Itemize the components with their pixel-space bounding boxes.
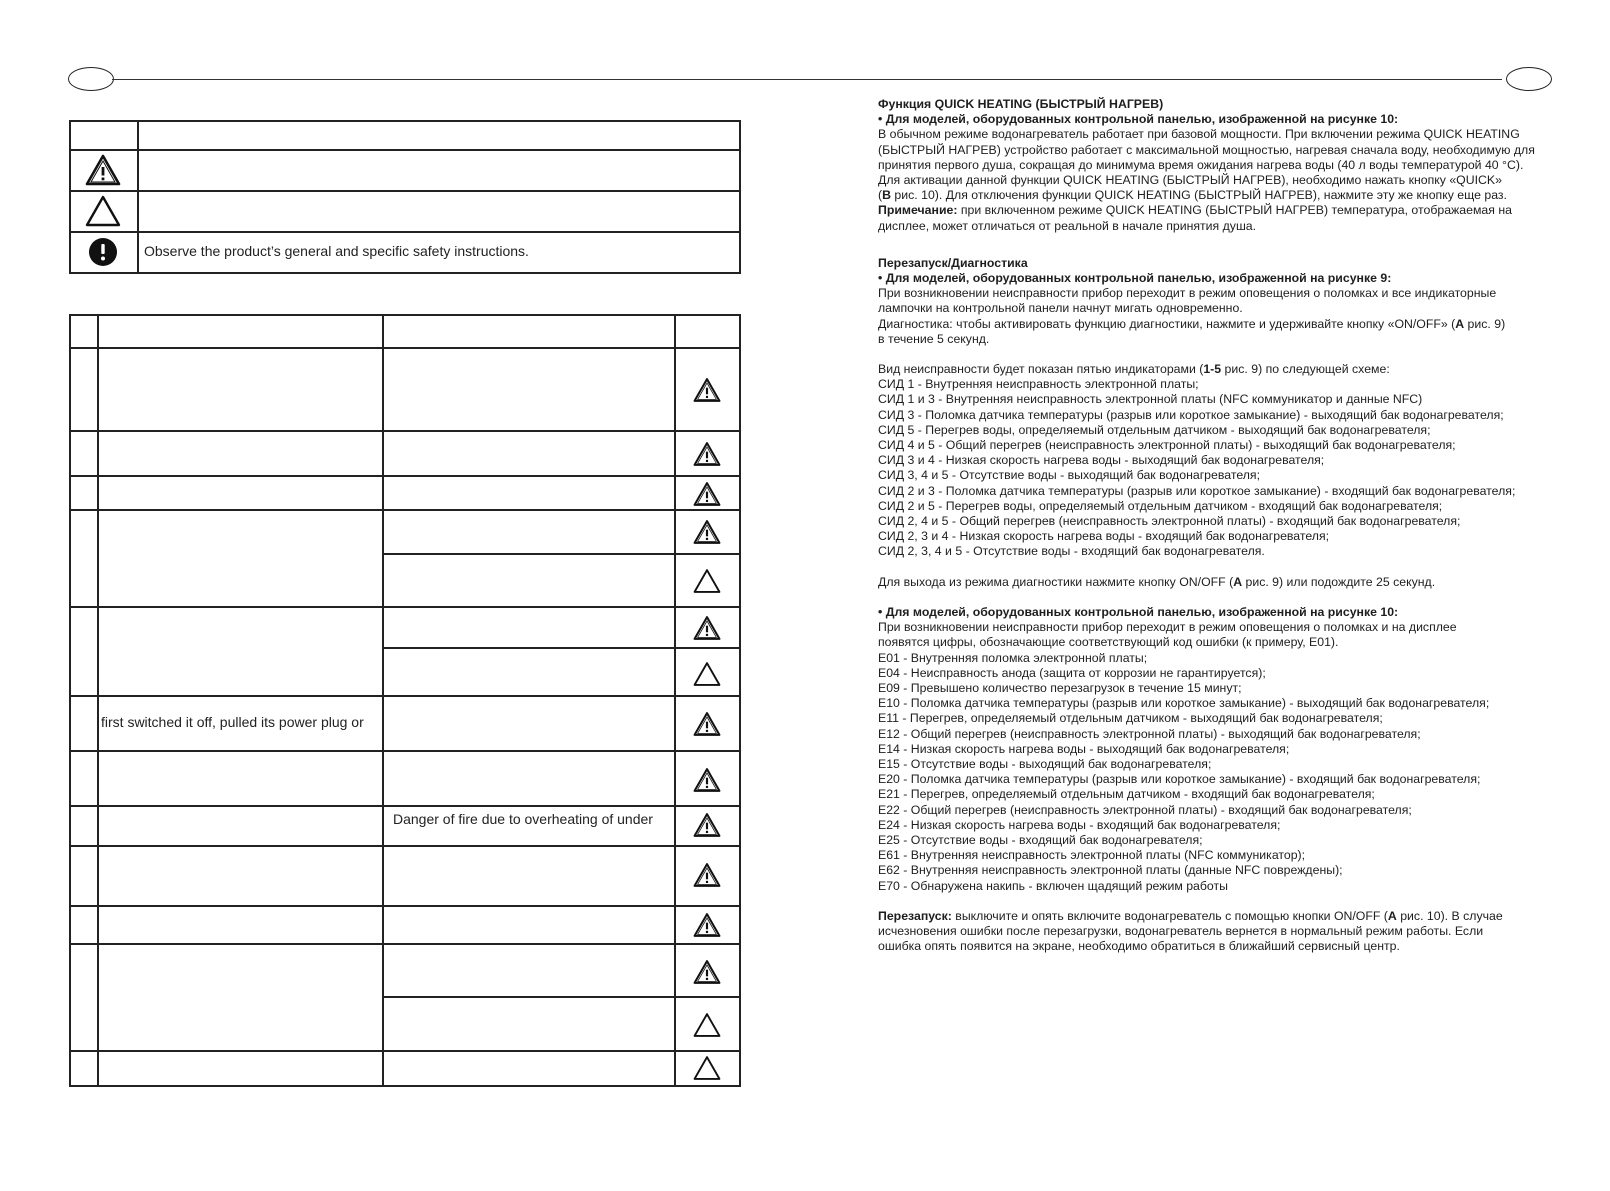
paragraph-line: Диагностика: чтобы активировать функцию диагностики, нажмите и удерживайте кнопку «ON/OFF» (A рис. 9) — [878, 316, 1506, 331]
error-code-item: E62 - Внутренняя неисправность электронной платы (данные NFC повреждены); — [878, 863, 1343, 878]
safety-instructions-text: Observe the product’s general and specific safety instructions. — [144, 243, 529, 259]
error-code-item: E70 - Обнаружена накипь - включен щадящий режим работы — [878, 878, 1228, 893]
danger-warning-icon — [692, 480, 722, 508]
error-code-item: E25 - Отсутствие воды - входящий бак водонагревателя; — [878, 832, 1203, 847]
quick-heating-subtitle: • Для моделей, оборудованных контрольной панелью, изображенной на рисунке 10: — [878, 112, 1399, 127]
danger-warning-icon — [692, 861, 722, 889]
paragraph-line: дисплее, может отличаться от реальной в начале принятия душа. — [878, 218, 1257, 233]
paragraph-line: Для активации данной функции QUICK HEATING (БЫСТРЫЙ НАГРЕВ), необходимо нажать кнопку «QUICK» — [878, 173, 1502, 188]
error-code-item: E09 - Превышено количество перезагрузок в течение 15 минут; — [878, 680, 1242, 695]
error-code-item: E15 - Отсутствие воды - выходящий бак водонагревателя; — [878, 756, 1212, 771]
exit-diagnostics-line: Для выхода из режима диагностики нажмите кнопку ON/OFF (A рис. 9) или подождите 25 секунд. — [878, 574, 1436, 589]
paragraph-line: ошибка опять появится на экране, необходимо обратиться в ближайший сервисный центр. — [878, 939, 1400, 954]
danger-warning-icon — [692, 958, 722, 986]
led-code-item: СИД 3, 4 и 5 - Отсутствие воды - выходящий бак водонагревателя; — [878, 468, 1260, 483]
led-code-item: СИД 1 и 3 - Внутренняя неисправность электронной платы (NFC коммуникатор и данные NFC) — [878, 392, 1423, 407]
paragraph-line: При возникновении неисправности прибор переходит в режим оповещения о поломках и все индикаторные — [878, 286, 1497, 301]
right-column-text — [878, 97, 1578, 954]
danger-warning-icon — [84, 153, 122, 187]
led-code-item: СИД 2 и 3 - Поломка датчика температуры (разрыв или короткое замыкание) - входящий бак водонагревателя; — [878, 483, 1516, 498]
led-code-item: СИД 2 и 5 - Перегрев воды, определяемый отдельным датчиком - входящий бак водонагревателя; — [878, 498, 1443, 513]
caution-icon — [692, 660, 722, 688]
error-code-item: E12 - Общий перегрев (неисправность электронной платы) - выходящий бак водонагревателя; — [878, 726, 1421, 741]
danger-warning-icon — [692, 376, 722, 404]
paragraph-line: При возникновении неисправности прибор переходит в режим оповещения о поломках и на дисплее — [878, 620, 1457, 635]
paragraph-line: принятия первого душа, сокращая до минимума время ожидания нагрева воды (40 л воды температурой 40 °C). — [878, 157, 1524, 172]
caution-icon — [84, 194, 122, 228]
error-code-item: E61 - Внутренняя неисправность электронной платы (NFC коммуникатор); — [878, 848, 1306, 863]
diagnostics-title: Перезапуск/Диагностика — [878, 255, 1028, 270]
led-code-item: СИД 2, 3, 4 и 5 - Отсутствие воды - входящий бак водонагревателя. — [878, 544, 1265, 559]
header-rule — [112, 79, 1502, 80]
danger-warning-icon — [692, 811, 722, 839]
error-code-item: E10 - Поломка датчика температуры (разрыв или короткое замыкание) - выходящий бак водонагревателя; — [878, 696, 1490, 711]
led-code-item: СИД 3 - Поломка датчика температуры (разрыв или короткое замыкание) - выходящий бак водонагревателя; — [878, 407, 1504, 422]
paragraph-line: лампочки на контрольной панели начнут мигать одновременно. — [878, 301, 1243, 316]
panel10-subtitle: • Для моделей, оборудованных контрольной панелью, изображенной на рисунке 10: — [878, 604, 1399, 619]
danger-warning-icon — [692, 710, 722, 738]
led-code-item: СИД 1 - Внутренняя неисправность электронной платы; — [878, 377, 1199, 392]
error-code-item: E04 - Неисправность анода (защита от коррозии не гарантируется); — [878, 665, 1266, 680]
page-number-oval-left — [68, 67, 114, 91]
danger-warning-icon — [692, 766, 722, 794]
paragraph-line: (БЫСТРЫЙ НАГРЕВ) устройство работает с максимальной мощностью, нагревая сначала воду, необходимую для — [878, 142, 1535, 157]
error-code-item: E20 - Поломка датчика температуры (разрыв или короткое замыкание) - входящий бак водонагревателя; — [878, 772, 1481, 787]
danger-warning-icon — [692, 440, 722, 468]
quick-heating-title: Функция QUICK HEATING (БЫСТРЫЙ НАГРЕВ) — [878, 97, 1164, 111]
led-code-item: СИД 2, 3 и 4 - Низкая скорость нагрева воды - входящий бак водонагревателя; — [878, 529, 1330, 544]
note-line: Примечание: при включенном режиме QUICK HEATING (БЫСТРЫЙ НАГРЕВ) температура, отображаемая на — [878, 203, 1512, 218]
hazard-cell-text: first switched it off, pulled its power plug or — [101, 714, 364, 730]
caution-icon — [692, 1011, 722, 1039]
paragraph-line: в течение 5 секунд. — [878, 331, 990, 346]
mandatory-action-icon — [84, 235, 122, 269]
danger-warning-icon — [692, 911, 722, 939]
paragraph-line: В обычном режиме водонагреватель работает при базовой мощности. При включении режима QUICK HEATING — [878, 127, 1520, 142]
paragraph-line: (B рис. 10). Для отключения функции QUICK HEATING (БЫСТРЫЙ НАГРЕВ), нажмите эту же кнопку еще раз. — [878, 188, 1507, 203]
danger-warning-icon — [692, 518, 722, 546]
error-code-item: E22 - Общий перегрев (неисправность электронной платы) - входящий бак водонагревателя; — [878, 802, 1412, 817]
restart-line: Перезапуск: выключите и опять включите водонагреватель с помощью кнопки ON/OFF (A рис. 10). В случае — [878, 908, 1503, 923]
error-code-item: E11 - Перегрев, определяемый отдельным датчиком - выходящий бак водонагревателя; — [878, 711, 1383, 726]
led-code-item: СИД 3 и 4 - Низкая скорость нагрева воды - выходящий бак водонагревателя; — [878, 453, 1325, 468]
error-code-item: E24 - Низкая скорость нагрева воды - входящий бак водонагревателя; — [878, 817, 1281, 832]
page-number-oval-right — [1506, 67, 1552, 91]
danger-warning-icon — [692, 614, 722, 642]
error-code-item: E14 - Низкая скорость нагрева воды - выходящий бак водонагревателя; — [878, 741, 1290, 756]
diagnostics-subtitle: • Для моделей, оборудованных контрольной панелью, изображенной на рисунке 9: — [878, 271, 1392, 286]
led-code-item: СИД 2, 4 и 5 - Общий перегрев (неисправность электронной платы) - входящий бак водонагревателя; — [878, 514, 1461, 529]
hazard-cell-text: Danger of fire due to overheating of under — [393, 811, 653, 827]
led-intro: Вид неисправности будет показан пятью индикаторами (1-5 рис. 9) по следующей схеме: — [878, 362, 1390, 377]
led-code-item: СИД 5 - Перегрев воды, определяемый отдельным датчиком - выходящий бак водонагревателя; — [878, 422, 1431, 437]
error-code-item: E21 - Перегрев, определяемый отдельным датчиком - входящий бак водонагревателя; — [878, 787, 1375, 802]
caution-icon — [692, 567, 722, 595]
paragraph-line: исчезновения ошибки после перезагрузки, водонагреватель вернется в нормальный режим работы. Если — [878, 923, 1484, 938]
error-code-item: E01 - Внутренняя поломка электронной платы; — [878, 650, 1148, 665]
led-code-item: СИД 4 и 5 - Общий перегрев (неисправность электронной платы) - выходящий бак водонагревателя; — [878, 438, 1456, 453]
paragraph-line: появятся цифры, обозначающие соответствующий код ошибки (к примеру, E01). — [878, 635, 1339, 650]
caution-icon — [692, 1054, 722, 1082]
